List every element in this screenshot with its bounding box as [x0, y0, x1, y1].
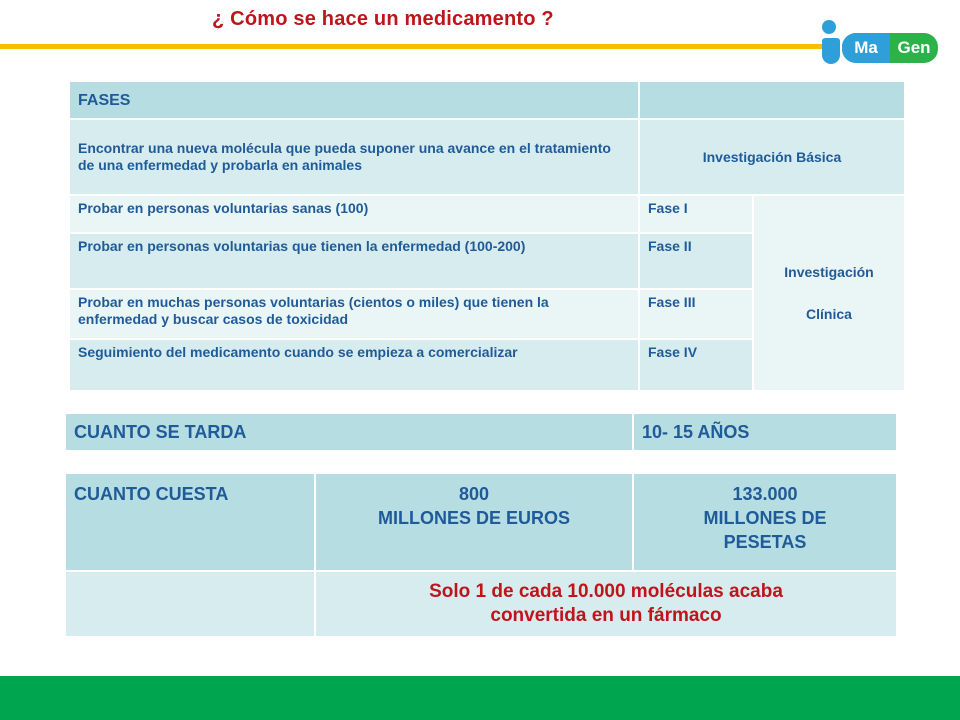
cost-table [64, 472, 898, 638]
phases-table [68, 80, 906, 392]
note-empty-cell [65, 571, 315, 637]
slide-title: ¿ Cómo se hace un medicamento ? [212, 8, 554, 30]
table-row [69, 119, 905, 195]
phases-header-empty [639, 81, 905, 119]
table-row [69, 195, 905, 233]
footer-bar [0, 676, 960, 720]
logo-i-stem [822, 38, 840, 64]
title-underline [0, 44, 822, 49]
cost-row [65, 473, 897, 571]
cost-pesetas-unit-2: PESETAS [723, 532, 807, 552]
molecule-note [315, 571, 897, 637]
phase-description: Probar en muchas personas voluntarias (cientos o miles) que tienen la enfermedad y buscar casos de toxicidad [69, 289, 639, 339]
note-line1: Solo 1 de cada 10.000 moléculas acaba [429, 581, 783, 602]
clinical-research-label [753, 195, 905, 391]
phase-name: Investigación Básica [639, 119, 905, 195]
clinical-label-line1: Investigación [784, 264, 874, 280]
phase-description: Seguimiento del medicamento cuando se empieza a comercializar [69, 339, 639, 391]
cost-euros [315, 473, 633, 571]
phases-header-label: FASES [69, 81, 639, 119]
cost-pesetas-unit-1: MILLONES DE [703, 508, 827, 528]
phase-name: Fase I [639, 195, 753, 233]
phase-description: Encontrar una nueva molécula que pueda suponer una avance en el tratamiento de una enfermedad y probarla en animales [69, 119, 639, 195]
duration-value: 10- 15 AÑOS [633, 413, 897, 451]
imagen-logo [818, 20, 942, 68]
duration-row [65, 413, 897, 451]
duration-label: CUANTO SE TARDA [65, 413, 633, 451]
duration-table [64, 412, 898, 452]
phases-header-row [69, 81, 905, 119]
phase-description: Probar en personas voluntarias sanas (100) [69, 195, 639, 233]
logo-badge [842, 33, 938, 63]
cost-euros-amount: 800 [458, 484, 490, 504]
clinical-label-line2: Clínica [806, 306, 852, 322]
cost-pesetas [633, 473, 897, 571]
cost-pesetas-amount: 133.000 [732, 484, 798, 504]
phase-name: Fase III [639, 289, 753, 339]
phase-description: Probar en personas voluntarias que tienen la enfermedad (100-200) [69, 233, 639, 289]
note-row [65, 571, 897, 637]
logo-i-dot [822, 20, 836, 34]
cost-euros-unit: MILLONES DE EUROS [377, 508, 570, 528]
phase-name: Fase IV [639, 339, 753, 391]
cost-label: CUANTO CUESTA [65, 473, 315, 571]
note-line2: convertida en un fármaco [490, 605, 722, 626]
logo-text-gen: Gen [897, 38, 931, 57]
logo-text-ma: Ma [842, 33, 890, 63]
phase-name: Fase II [639, 233, 753, 289]
